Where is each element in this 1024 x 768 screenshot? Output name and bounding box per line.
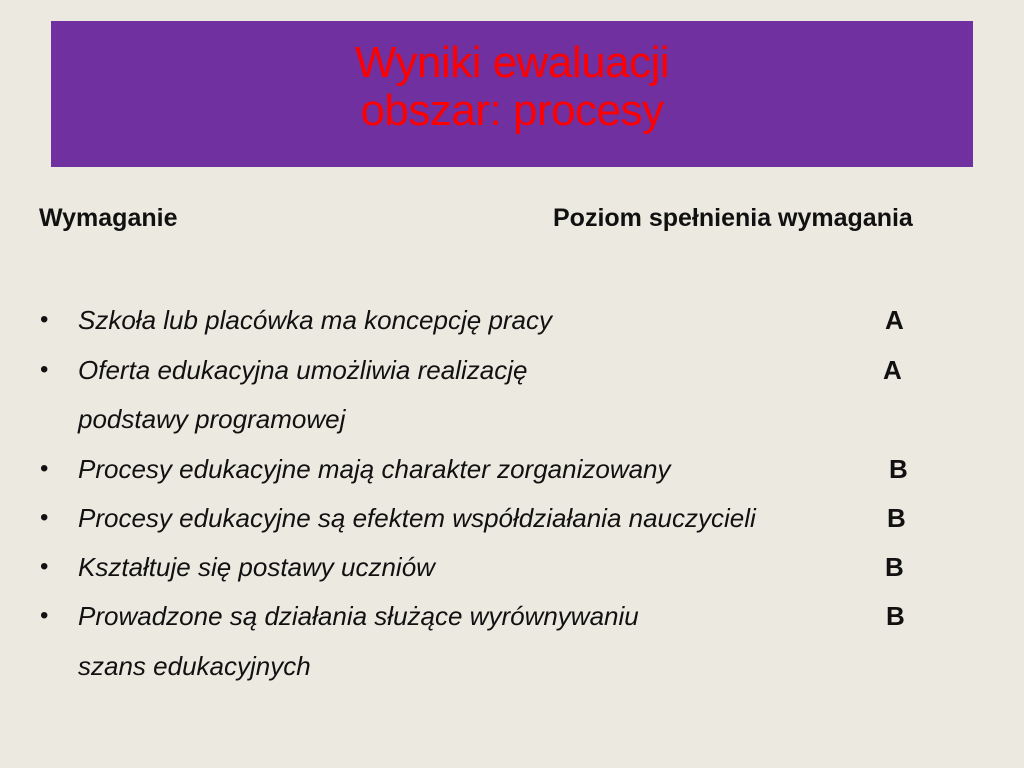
level-value: B [885, 552, 904, 582]
title-line-1: Wyniki ewaluacji [354, 38, 670, 87]
column-header-requirement: Wymaganie [39, 204, 178, 232]
bullet: • [40, 553, 49, 580]
level-value: B [887, 503, 906, 533]
level-value: B [889, 454, 908, 484]
requirement-text-continuation: podstawy programowej [78, 404, 346, 434]
level-value: A [885, 305, 904, 335]
requirement-text: Kształtuje się postawy uczniów [78, 552, 435, 582]
bullet: • [40, 356, 49, 383]
level-value: A [883, 355, 902, 385]
bullet: • [40, 504, 49, 531]
bullet: • [40, 455, 49, 482]
level-value: B [886, 601, 905, 631]
requirement-text: Szkoła lub placówka ma koncepcję pracy [78, 305, 553, 335]
requirement-text: Procesy edukacyjne mają charakter zorganizowany [78, 454, 671, 484]
requirement-text: Procesy edukacyjne są efektem współdziałania nauczycieli [78, 503, 756, 533]
requirement-text-continuation: szans edukacyjnych [78, 651, 311, 681]
requirement-text: Prowadzone są działania służące wyrównywaniu [78, 601, 639, 631]
bullet: • [40, 602, 49, 629]
requirement-text: Oferta edukacyjna umożliwia realizację [78, 355, 528, 385]
title-banner [51, 21, 973, 167]
bullet: • [40, 306, 49, 333]
column-header-level: Poziom spełnienia wymagania [553, 204, 913, 232]
title-line-2: obszar: procesy [360, 86, 664, 135]
